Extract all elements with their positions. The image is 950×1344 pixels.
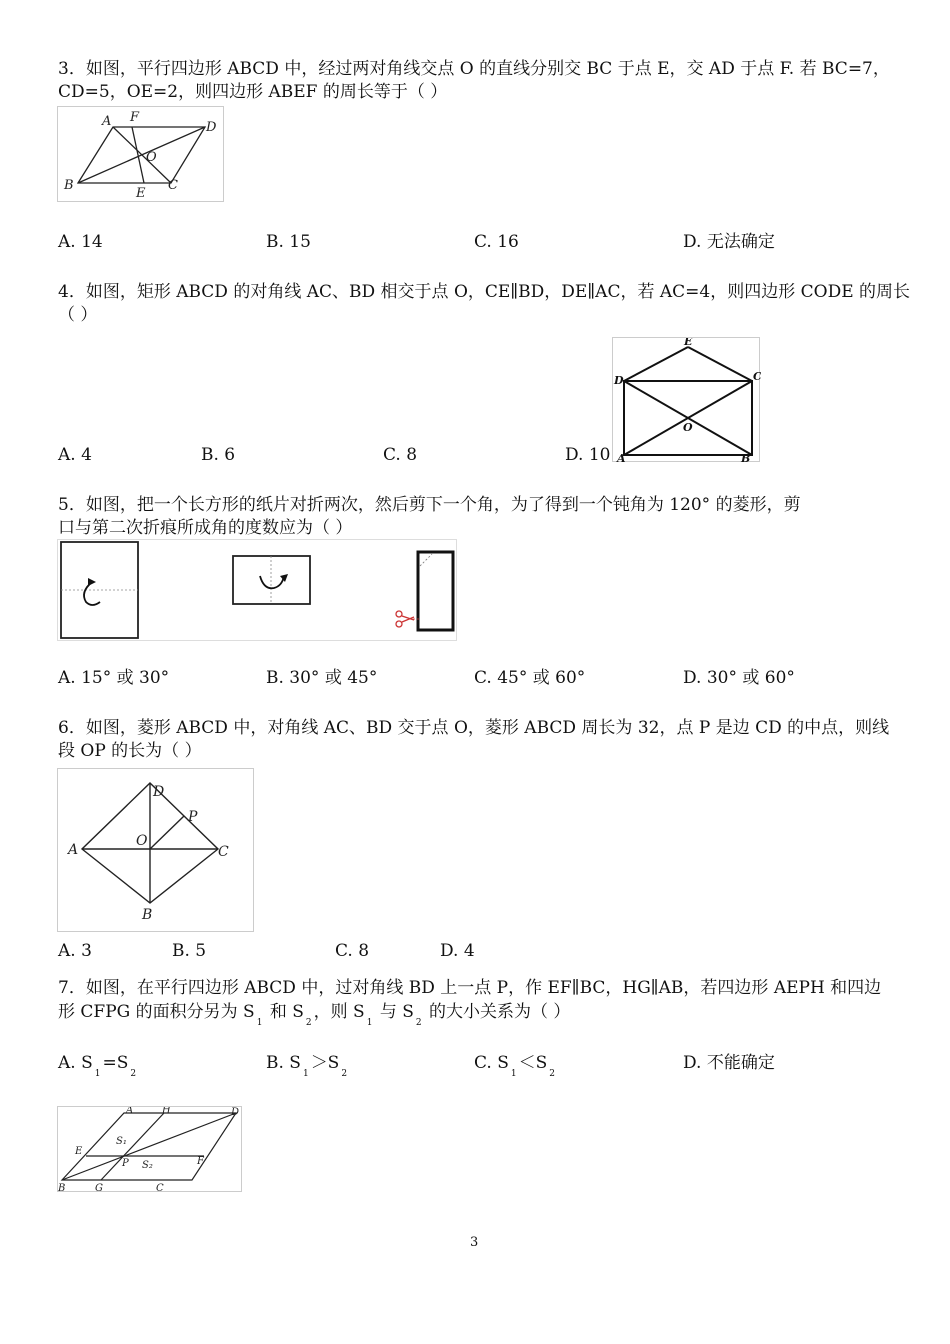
q4-label-e: E: [684, 338, 693, 348]
q7-label-h: H: [162, 1107, 171, 1116]
q6-label-o: O: [136, 833, 148, 849]
q6-text-line2: 段 OP 的长为（ ）: [58, 741, 202, 761]
q3-label-o: O: [146, 150, 157, 165]
q4-line-ce: [688, 347, 752, 381]
q4-text-line2: （ ）: [58, 305, 98, 325]
q7-figure: [57, 1106, 242, 1192]
q5-paper-step1: [61, 542, 138, 638]
q4-label-o: O: [683, 421, 693, 434]
q3-diagonal-bd: [78, 127, 205, 183]
fold-arrow-icon: [260, 576, 284, 588]
q7-label-s1: S₁: [116, 1136, 127, 1147]
q3-parallelogram-diagram: [58, 107, 225, 203]
q4-label-d: D: [614, 374, 624, 387]
q7-parallelogram-diagram: [58, 1107, 243, 1193]
scissors-icon: [396, 611, 414, 627]
q6-option-b[interactable]: B. 5: [172, 941, 207, 961]
q6-text-line1: 6．如图，菱形 ABCD 中，对角线 AC、BD 交于点 O，菱形 ABCD 周长为 32，点 P 是边 CD 的中点，则线: [58, 718, 890, 738]
q6-label-p: P: [188, 809, 198, 825]
q7-option-d[interactable]: D. 不能确定: [683, 1053, 775, 1073]
q7-text-line1: 7．如图，在平行四边形 ABCD 中，过对角线 BD 上一点 P，作 EF∥BC，HG∥AB，若四边形 AEPH 和四边: [58, 978, 882, 998]
q4-option-a[interactable]: A. 4: [58, 445, 92, 465]
q3-label-a: A: [102, 114, 112, 129]
q5-paper-step2: [233, 556, 310, 604]
q6-label-d: D: [153, 784, 165, 800]
q4-option-b[interactable]: B. 6: [201, 445, 236, 465]
q5-text-line1: 5．如图，把一个长方形的纸片对折两次，然后剪下一个角，为了得到一个钝角为 120° 的菱形，剪: [58, 495, 801, 515]
q4-rectangle-diagram: [613, 338, 761, 463]
q4-figure: [612, 337, 760, 462]
q7-line-hg: [101, 1113, 164, 1180]
q5-option-c[interactable]: C. 45° 或 60°: [474, 668, 586, 688]
q7-option-c[interactable]: C. $S_1<S_2$: [474, 1053, 555, 1079]
q5-paper-folding-diagram: [58, 540, 458, 642]
q4-option-d[interactable]: D. 10: [565, 445, 611, 465]
q3-label-c: C: [168, 178, 178, 193]
q3-label-e: E: [136, 186, 146, 201]
q4-label-b: B: [741, 452, 751, 463]
q3-option-c[interactable]: C. 16: [474, 232, 519, 252]
q4-label-a: A: [617, 452, 626, 463]
q6-option-a[interactable]: A. 3: [58, 941, 92, 961]
q6-label-a: A: [68, 842, 79, 858]
q3-option-b[interactable]: B. 15: [266, 232, 311, 252]
q4-option-c[interactable]: C. 8: [383, 445, 418, 465]
q7-label-c: C: [156, 1183, 164, 1193]
q6-option-c[interactable]: C. 8: [335, 941, 370, 961]
q5-option-b[interactable]: B. 30° 或 45°: [266, 668, 378, 688]
page-number: 3: [470, 1235, 479, 1250]
fold-arrow-icon: [84, 582, 100, 605]
q3-label-b: B: [64, 178, 74, 193]
q7-text-line2: 形 CFPG 的面积分另为 $S_1$ 和 $S_2$，则 $S_1$ 与 $S_2$ 的大小关系为（ ）: [58, 1002, 571, 1028]
q3-figure: [57, 106, 224, 202]
q7-option-a[interactable]: A. $S_1=S_2$: [58, 1053, 137, 1079]
q6-rhombus-diagram: [58, 769, 255, 933]
q5-text-line2: 口与第二次折痕所成角的度数应为（ ）: [58, 518, 353, 538]
q5-option-a[interactable]: A. 15° 或 30°: [58, 668, 170, 688]
q6-label-b: B: [142, 907, 153, 923]
q7-label-g: G: [95, 1183, 103, 1193]
q6-figure: [57, 768, 254, 932]
q7-option-b[interactable]: B. $S_1>S_2$: [266, 1053, 348, 1079]
q6-segment-op: [150, 816, 184, 849]
q3-label-d: D: [206, 120, 217, 135]
q3-option-a[interactable]: A. 14: [58, 232, 103, 252]
q7-label-f: F: [197, 1156, 204, 1167]
q3-text-line2: CD=5，OE=2，则四边形 ABEF 的周长等于（ ）: [58, 82, 448, 102]
q7-label-d: D: [231, 1107, 240, 1118]
q5-figure: [57, 539, 457, 641]
q3-option-d[interactable]: D. 无法确定: [683, 232, 775, 252]
q7-label-e: E: [75, 1146, 83, 1157]
q4-line-de: [624, 347, 688, 381]
q3-text-line1: 3．如图，平行四边形 ABCD 中，经过两对角线交点 O 的直线分别交 BC 于点 E，交 AD 于点 F. 若 BC=7，: [58, 59, 890, 79]
q3-label-f: F: [130, 110, 140, 125]
q7-label-s2: S₂: [142, 1160, 153, 1171]
q4-label-c: C: [753, 370, 761, 383]
q7-label-b: B: [58, 1183, 66, 1193]
q6-option-d[interactable]: D. 4: [440, 941, 475, 961]
q5-paper-step3: [396, 552, 453, 630]
q5-option-d[interactable]: D. 30° 或 60°: [683, 668, 795, 688]
q7-label-a: A: [126, 1107, 134, 1116]
q7-label-p: P: [122, 1158, 129, 1169]
q4-text-line1: 4．如图，矩形 ABCD 的对角线 AC、BD 相交于点 O，CE∥BD，DE∥AC，若 AC=4，则四边形 CODE 的周长: [58, 282, 911, 302]
q6-label-c: C: [218, 844, 229, 860]
